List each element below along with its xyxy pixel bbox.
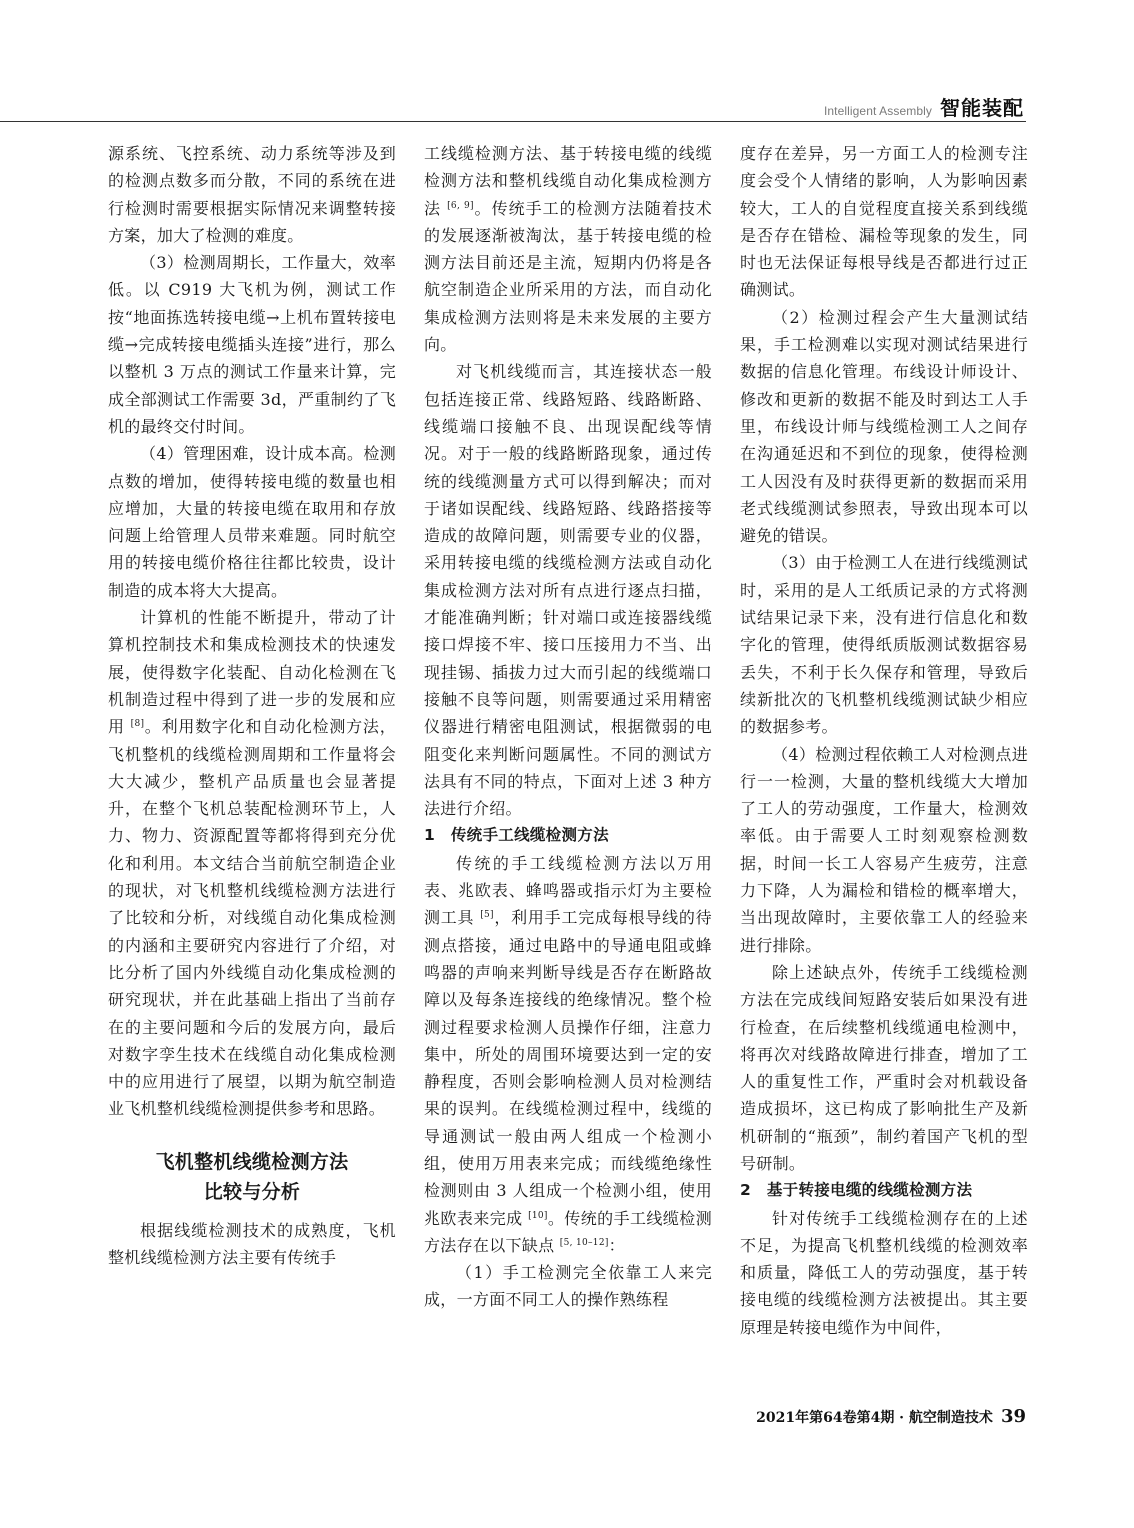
running-header bbox=[824, 92, 1024, 121]
paragraph: 源系统、飞控系统、动力系统等涉及到的检测点数多而分散，不同的系统在进行检测时需要根据实际情况来调整转接方案，加大了检测的难度。 bbox=[108, 144, 396, 245]
header-chinese: 智能装配 bbox=[940, 96, 1024, 120]
subsection-heading: 2 基于转接电缆的线缆检测方法 bbox=[740, 1181, 973, 1200]
page-number: 39 bbox=[1000, 1406, 1026, 1427]
paragraph: （4）检测过程依赖工人对检测点进行一一检测，大量的整机线缆大大增加了工人的劳动强度，工作量大，检测效率低。由于需要人工时刻观察检测数据，时间一长工人容易产生疲劳，注意力下降，人为漏检和错检的概率增大，当出现故障时，主要依靠工人的经验来进行排除。 bbox=[740, 744, 1028, 955]
paragraph: （3）检测周期长，工作量大，效率低。以 C919 大飞机为例，测试工作按“地面拣选转接电缆→上机布置转接电缆→完成转接电缆插头连接”进行，那么以整机 3 万点的测试工作量来计算，完成全部测试工作需要 3d，严重制约了飞机的最终交付时间。 bbox=[108, 253, 396, 436]
section-heading-line2: 比较与分析 bbox=[203, 1180, 301, 1203]
paragraph: 对飞机线缆而言，其连接状态一般包括连接正常、线路短路、线路断路、线缆端口接触不良、出现误配线等情况。对于一般的线路断路现象，通过传统的线缆测量方式可以得到解决；而对于诸如误配线、线路短路、线路搭接等造成的故障问题，则需要专业的仪器，采用转接电缆的线缆检测方法或自动化集成检测方法对所有点进行逐点扫描，才能准确判断；针对端口或连接器线缆接口焊接不牢、接口压接用力不当、出现挂锡、插拔力过大而引起的线缆端口接触不良等问题，则需要通过采用精密仪器进行精密电阻测试，根据微弱的电阻变化来判断问题属性。不同的测试方法具有不同的特点，下面对上述 3 种方法进行介绍。 bbox=[424, 362, 712, 819]
column-2 bbox=[424, 140, 712, 1314]
column-1 bbox=[108, 140, 396, 1271]
paragraph-text: 。传统手工的检测方法随着技术的发展逐渐被淘汰，基于转接电缆的检测方法目前还是主流，短期内仍将是各航空制造企业所采用的方法，而自动化集成检测方法则将是未来发展的主要方向。 bbox=[424, 198, 713, 355]
paragraph-text: ： bbox=[608, 1235, 625, 1255]
paragraph-text: 。利用数字化和自动化检测方法，飞机整机的线缆检测周期和工作量将会大大减少，整机产品质量也会显著提升，在整个飞机总装配检测环节上，人力、物力、资源配置等都将得到充分优化和利用。本文结合当前航空制造企业的现状，对飞机整机线缆检测方法进行了比较和分析，对线缆自动化集成检测的内涵和主要研究内容进行了介绍，对比分析了国内外线缆自动化集成检测的研究现状，并在此基础上指出了当前存在的主要问题和今后的发展方向，最后对数字孪生技术在线缆自动化集成检测中的应用进行了展望，以期为航空制造业飞机整机线缆检测提供参考和思路。 bbox=[108, 717, 396, 1119]
citation: [5] bbox=[480, 910, 494, 921]
paragraph bbox=[108, 604, 396, 1123]
section-heading-line1: 飞机整机线缆检测方法 bbox=[155, 1150, 349, 1173]
paragraph: （2）检测过程会产生大量测试结果，手工检测难以实现对测试结果进行数据的信息化管理。布线设计师设计、修改和更新的数据不能及时到达工人手里，布线设计师与线缆检测工人之间存在沟通延迟和不到位的现象，使得检测工人因没有及时获得更新的数据而采用老式线缆测试参照表，导致出现本可以避免的错误。 bbox=[740, 307, 1028, 546]
column-3 bbox=[740, 140, 1028, 1341]
journal-info: 2021年第64卷第4期 · 航空制造技术 bbox=[756, 1410, 993, 1426]
page-footer bbox=[756, 1406, 1026, 1427]
paragraph-text: ，利用手工完成每根导线的待测点搭接，通过电路中的导通电阻或蜂鸣器的声响来判断导线是否存在断路故障以及每条连接线的绝缘情况。整个检测过程要求检测人员操作仔细，注意力集中，所处的周围环境要达到一定的安静程度，否则会影响检测人员对检测结果的误判。在线缆检测过程中，线缆的导通测试一般由两人组成一个检测小组，使用万用表来完成；而线缆绝缘性检测则由 3 人组成一个检测小组，使用兆欧表来完成 bbox=[424, 908, 712, 1228]
subsection-heading: 1 传统手工线缆检测方法 bbox=[424, 826, 609, 845]
paragraph: 度存在差异，另一方面工人的检测专注度会受个人情绪的影响，人为影响因素较大，工人的自觉程度直接关系到线缆是否存在错检、漏检等现象的发生，同时也无法保证每根导线是否都进行过正确测试。 bbox=[740, 144, 1028, 300]
citation: [10] bbox=[528, 1210, 548, 1221]
paragraph-text: 工线缆检测方法、基于转接电缆的线缆检测方法和整机线缆自动化集成检测方法 bbox=[424, 144, 712, 218]
section-heading bbox=[108, 1147, 396, 1207]
paragraph bbox=[424, 140, 712, 358]
header-rule bbox=[0, 121, 1026, 122]
paragraph: 针对传统手工线缆检测存在的上述不足，为提高飞机整机线缆的检测效率和质量，降低工人的劳动强度，基于转接电缆的线缆检测方法被提出。其主要原理是转接电缆作为中间件， bbox=[740, 1208, 1028, 1337]
paragraph: （1）手工检测完全依靠工人来完成，一方面不同工人的操作熟练程 bbox=[424, 1263, 712, 1310]
paragraph: 除上述缺点外，传统手工线缆检测方法在完成线间短路安装后如果没有进行检查，在后续整机线缆通电检测中，将再次对线路故障进行排查，增加了工人的重复性工作，严重时会对机载设备造成损坏，这已构成了影响批生产及新机研制的“瓶颈”，制约着国产飞机的型号研制。 bbox=[740, 962, 1028, 1173]
citation: [5, 10–12] bbox=[559, 1237, 609, 1248]
paragraph: 根据线缆检测技术的成熟度，飞机整机线缆检测方法主要有传统手 bbox=[108, 1220, 396, 1267]
citation: [8] bbox=[130, 719, 145, 730]
paragraph-text: 传统的手工线缆检测方法以万用表、兆欧表、蜂鸣器或指示灯为主要检测工具 bbox=[424, 853, 712, 928]
paragraph: （4）管理困难，设计成本高。检测点数的增加，使得转接电缆的数量也相应增加，大量的转接电缆在取用和存放问题上给管理人员带来难题。同时航空用的转接电缆价格往往都比较贵，设计制造的成本将大大提高。 bbox=[108, 444, 396, 600]
paragraph: （3）由于检测工人在进行线缆测试时，采用的是人工纸质记录的方式将测试结果记录下来，没有进行信息化和数字化的管理，使得纸质版测试数据容易丢失，不利于长久保存和管理，导致后续新批次的飞机整机线缆测试缺少相应的数据参考。 bbox=[740, 553, 1028, 737]
paragraph-text: 计算机的性能不断提升，带动了计算机控制技术和集成检测技术的快速发展，使得数字化装配、自动化检测在飞机制造过程中得到了进一步的发展和应用 bbox=[108, 608, 396, 737]
paragraph bbox=[424, 850, 712, 1259]
paragraph-text: 。传统的手工线缆检测方法存在以下缺点 bbox=[424, 1208, 712, 1255]
header-english: Intelligent Assembly bbox=[823, 104, 932, 118]
citation: [6, 9] bbox=[447, 200, 474, 211]
